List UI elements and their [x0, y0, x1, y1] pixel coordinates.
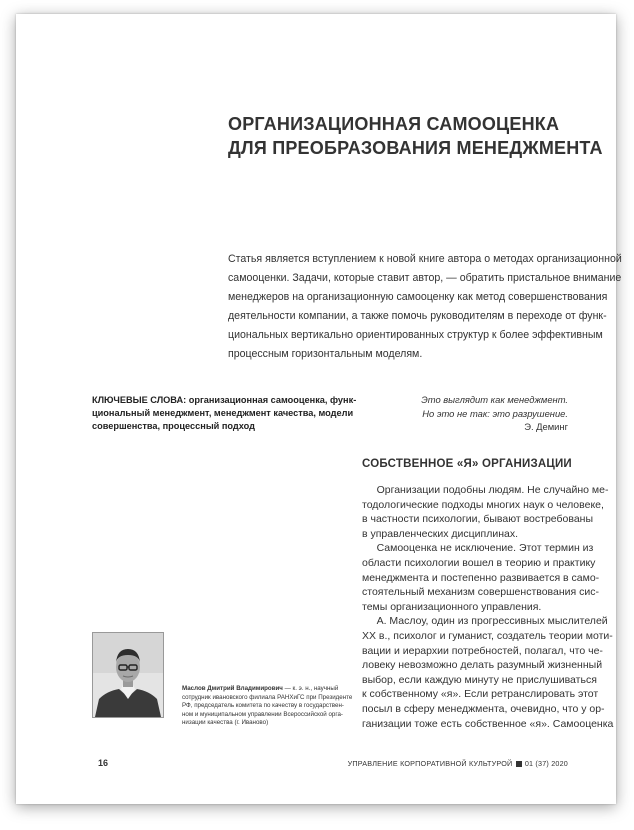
author-name: Маслов Дмитрий Владимирович: [182, 685, 283, 692]
body-line: к собственному «я». Если ретранслировать этот: [362, 688, 599, 701]
abstract-line: деятельности компании, а также помочь руководителям в переходе от функ-: [228, 310, 607, 322]
abstract-line: самооценки. Задачи, которые ставит автор, — обратить пристальное внимание: [228, 272, 622, 284]
epigraph-line: Это выглядит как менеджмент.: [421, 394, 568, 405]
body-text: [362, 483, 614, 731]
square-bullet-icon: [516, 761, 522, 767]
body-line: стоятельный механизм совершенствования сис-: [362, 586, 599, 599]
section-heading: СОБСТВЕННОЕ «Я» ОРГАНИЗАЦИИ: [362, 458, 572, 470]
article-page: [16, 14, 622, 804]
body-line: XX в., психолог и гуманист, создатель теории моти-: [362, 629, 613, 642]
author-desc-line: низации качества (г. Иваново): [182, 719, 269, 727]
body-line: темы организационного управления.: [362, 600, 542, 613]
epigraph: [318, 393, 568, 434]
article-title: [228, 112, 608, 160]
body-line: тодологические подходы многих наук о человеке,: [362, 498, 604, 511]
author-desc-line: РФ, председатель комитета по качеству в государствен-: [182, 702, 344, 710]
body-line: в частности психологии, бывают востребованы: [362, 513, 594, 526]
body-line: выбор, если каждую минуту не прислушиваться: [362, 673, 597, 686]
title-line: ОРГАНИЗАЦИОННАЯ САМООЦЕНКА: [228, 114, 560, 134]
abstract-line: циональных вертикально ориентированных структур к более эффективным: [228, 329, 603, 341]
keywords-line: совершенства, процессный подход: [92, 421, 255, 431]
keywords-line: КЛЮЧЕВЫЕ СЛОВА: организационная самооценка, функ-: [92, 395, 357, 405]
author-desc-line: — к. э. н., научный: [282, 685, 339, 692]
author-photo: [92, 632, 164, 718]
journal-name: УПРАВЛЕНИЕ КОРПОРАТИВНОЙ КУЛЬТУРОЙ: [347, 759, 513, 768]
body-line: А. Маслоу, один из прогрессивных мыслителей: [362, 615, 608, 628]
author-portrait-icon: [93, 633, 163, 717]
author-desc-line: сотрудник ивановского филиала РАНХиГС при Президенте: [182, 693, 353, 701]
epigraph-line: Но это не так: это разрушение.: [422, 407, 568, 419]
abstract-line: менеджеров на организационную самооценку как метод совершенствования: [228, 291, 608, 303]
body-line: ловеку невозможно делать разумный жизненный: [362, 659, 603, 672]
keywords-block: [92, 394, 357, 433]
body-line: посыл в сферу менеджмента, очевидно, что у ор-: [362, 702, 605, 715]
author-desc-line: ном и муниципальном управлении Всероссийской орга-: [182, 710, 343, 718]
abstract-line: процессным горизонтальным моделям.: [228, 348, 423, 360]
body-line: вации и иерархии потребностей, полагал, что че-: [362, 644, 603, 657]
body-line: в управленческих дисциплинах.: [362, 527, 519, 540]
keywords-line: циональный менеджмент, менеджмент качества, модели: [92, 408, 354, 418]
body-line: области психологии вошел в теорию и практику: [362, 556, 596, 569]
body-line: менеджмента и постепенно развивается в само-: [362, 571, 600, 584]
body-line: ганизации тоже есть собственное «я». Самооценка: [362, 717, 614, 730]
body-line: Самооценка не исключение. Этот термин из: [362, 542, 594, 555]
epigraph-author: Э. Деминг: [524, 421, 568, 432]
abstract-line: Статья является вступлением к новой книге автора о методах организационной: [228, 253, 622, 265]
page-number: 16: [98, 758, 109, 768]
journal-issue: 01 (37) 2020: [524, 759, 568, 768]
title-line: ДЛЯ ПРЕОБРАЗОВАНИЯ МЕНЕДЖМЕНТА: [228, 138, 603, 158]
author-info: [182, 685, 352, 728]
body-line: Организации подобны людям. Не случайно ме-: [362, 484, 609, 496]
article-abstract: [228, 250, 622, 364]
journal-footer: [348, 759, 568, 768]
